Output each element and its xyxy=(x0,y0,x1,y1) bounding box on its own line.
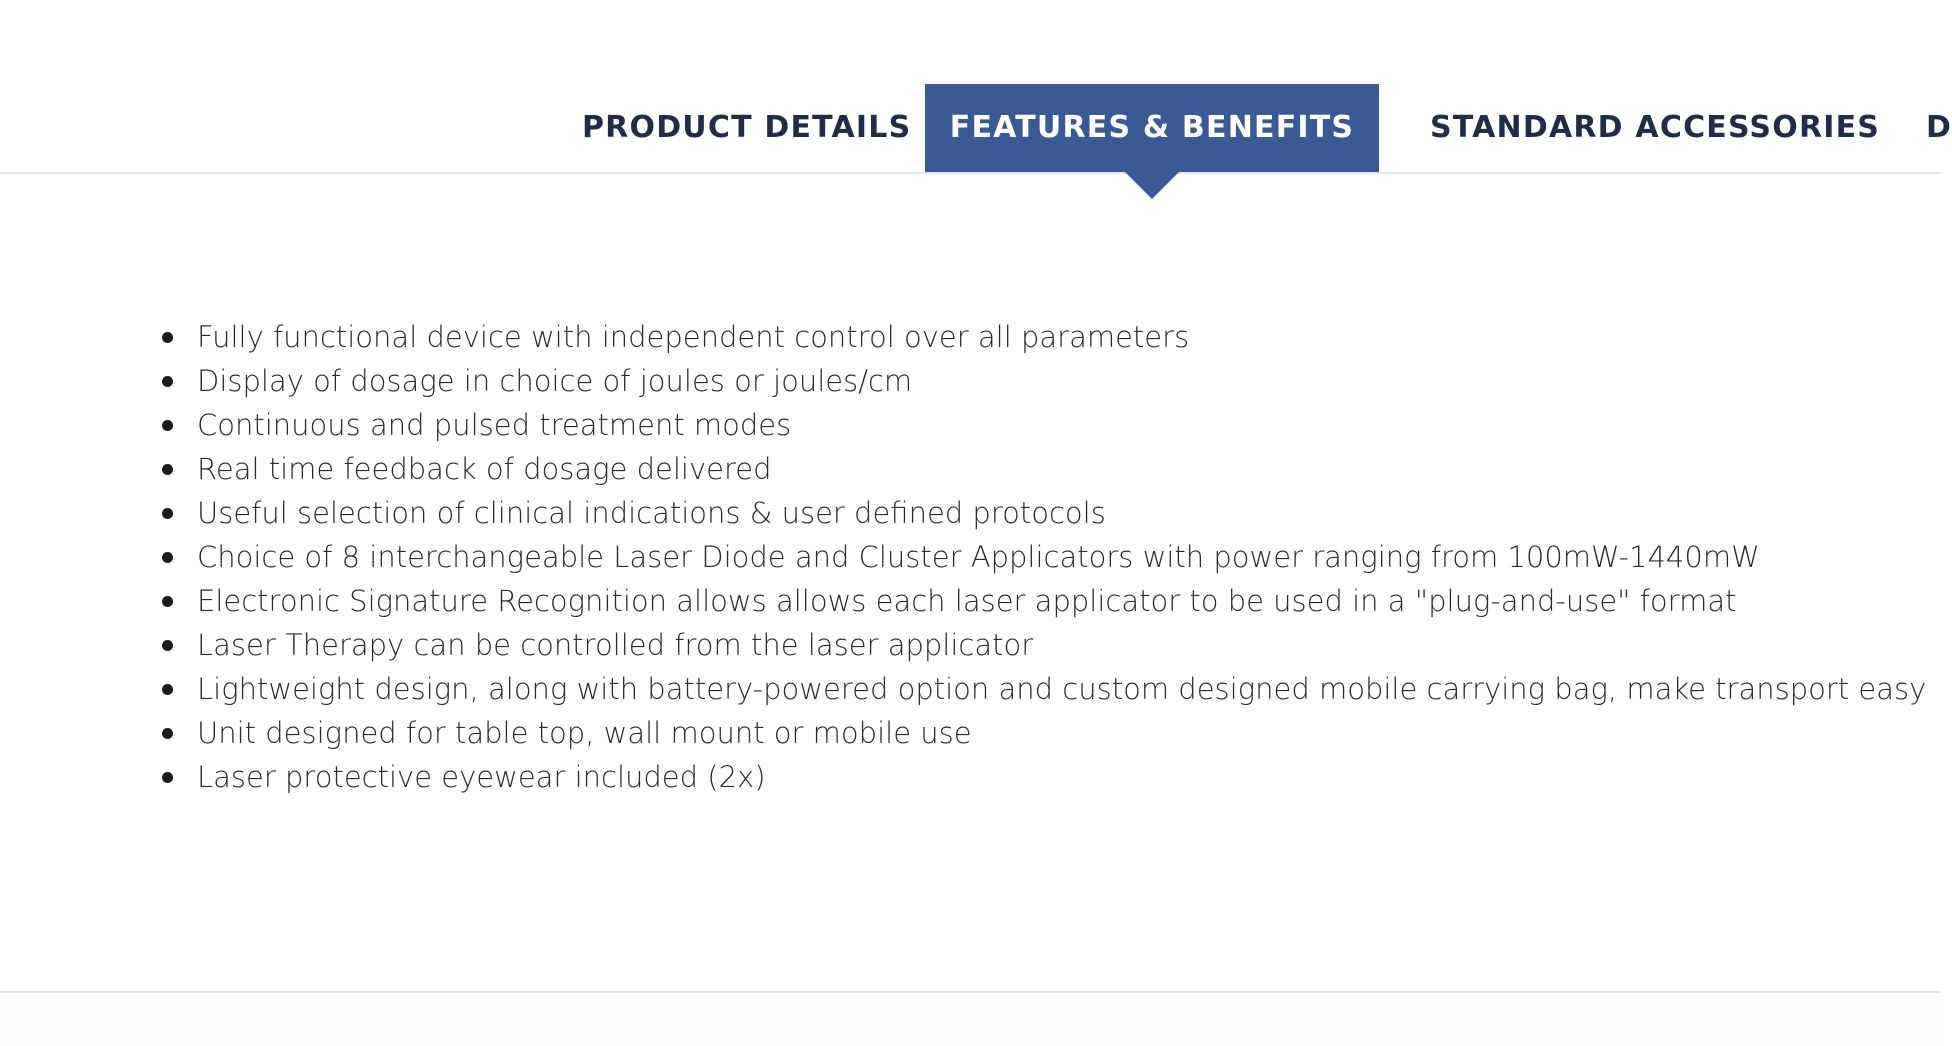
feature-text: Lightweight design, along with battery-powered option and custom designed mobile carrying bag, make transport easy xyxy=(197,672,1927,706)
tab-next-partial[interactable]: D xyxy=(1926,110,1952,145)
bullet-icon xyxy=(162,728,173,739)
bullet-icon xyxy=(162,420,173,431)
bullet-icon xyxy=(162,596,173,607)
list-item xyxy=(160,535,1926,579)
tab-product-details[interactable]: PRODUCT DETAILS xyxy=(582,110,912,145)
bullet-icon xyxy=(162,552,173,563)
features-list xyxy=(160,315,1926,799)
list-item xyxy=(160,755,1926,799)
feature-text: Fully functional device with independent control over all parameters xyxy=(197,320,1190,354)
feature-text: Unit designed for table top, wall mount or mobile use xyxy=(197,716,972,750)
tab-standard-accessories[interactable]: STANDARD ACCESSORIES xyxy=(1430,110,1881,145)
tab-features-benefits[interactable]: FEATURES & BENEFITS xyxy=(925,84,1379,172)
feature-text: Real time feedback of dosage delivered xyxy=(197,452,772,486)
bullet-icon xyxy=(162,684,173,695)
bullet-icon xyxy=(162,640,173,651)
list-item xyxy=(160,711,1926,755)
list-item xyxy=(160,447,1926,491)
product-tab-bar xyxy=(0,84,1952,174)
feature-text: Continuous and pulsed treatment modes xyxy=(197,408,792,442)
list-item xyxy=(160,623,1926,667)
bullet-icon xyxy=(162,332,173,343)
feature-text: Display of dosage in choice of joules or joules/cm xyxy=(197,364,913,398)
footer-band xyxy=(0,993,1940,1046)
bullet-icon xyxy=(162,508,173,519)
feature-text: Laser protective eyewear included (2x) xyxy=(197,760,766,794)
list-item xyxy=(160,491,1926,535)
feature-text: Useful selection of clinical indications & user defined protocols xyxy=(197,496,1106,530)
feature-text: Choice of 8 interchangeable Laser Diode and Cluster Applicators with power ranging from 100mW-1440mW xyxy=(197,540,1760,574)
feature-text: Electronic Signature Recognition allows allows each laser applicator to be used in a "plug-and-use" format xyxy=(197,584,1737,618)
list-item xyxy=(160,667,1926,711)
bullet-icon xyxy=(162,376,173,387)
list-item xyxy=(160,403,1926,447)
list-item xyxy=(160,359,1926,403)
bullet-icon xyxy=(162,772,173,783)
list-item xyxy=(160,315,1926,359)
feature-text: Laser Therapy can be controlled from the laser applicator xyxy=(197,628,1034,662)
list-item xyxy=(160,579,1926,623)
bullet-icon xyxy=(162,464,173,475)
